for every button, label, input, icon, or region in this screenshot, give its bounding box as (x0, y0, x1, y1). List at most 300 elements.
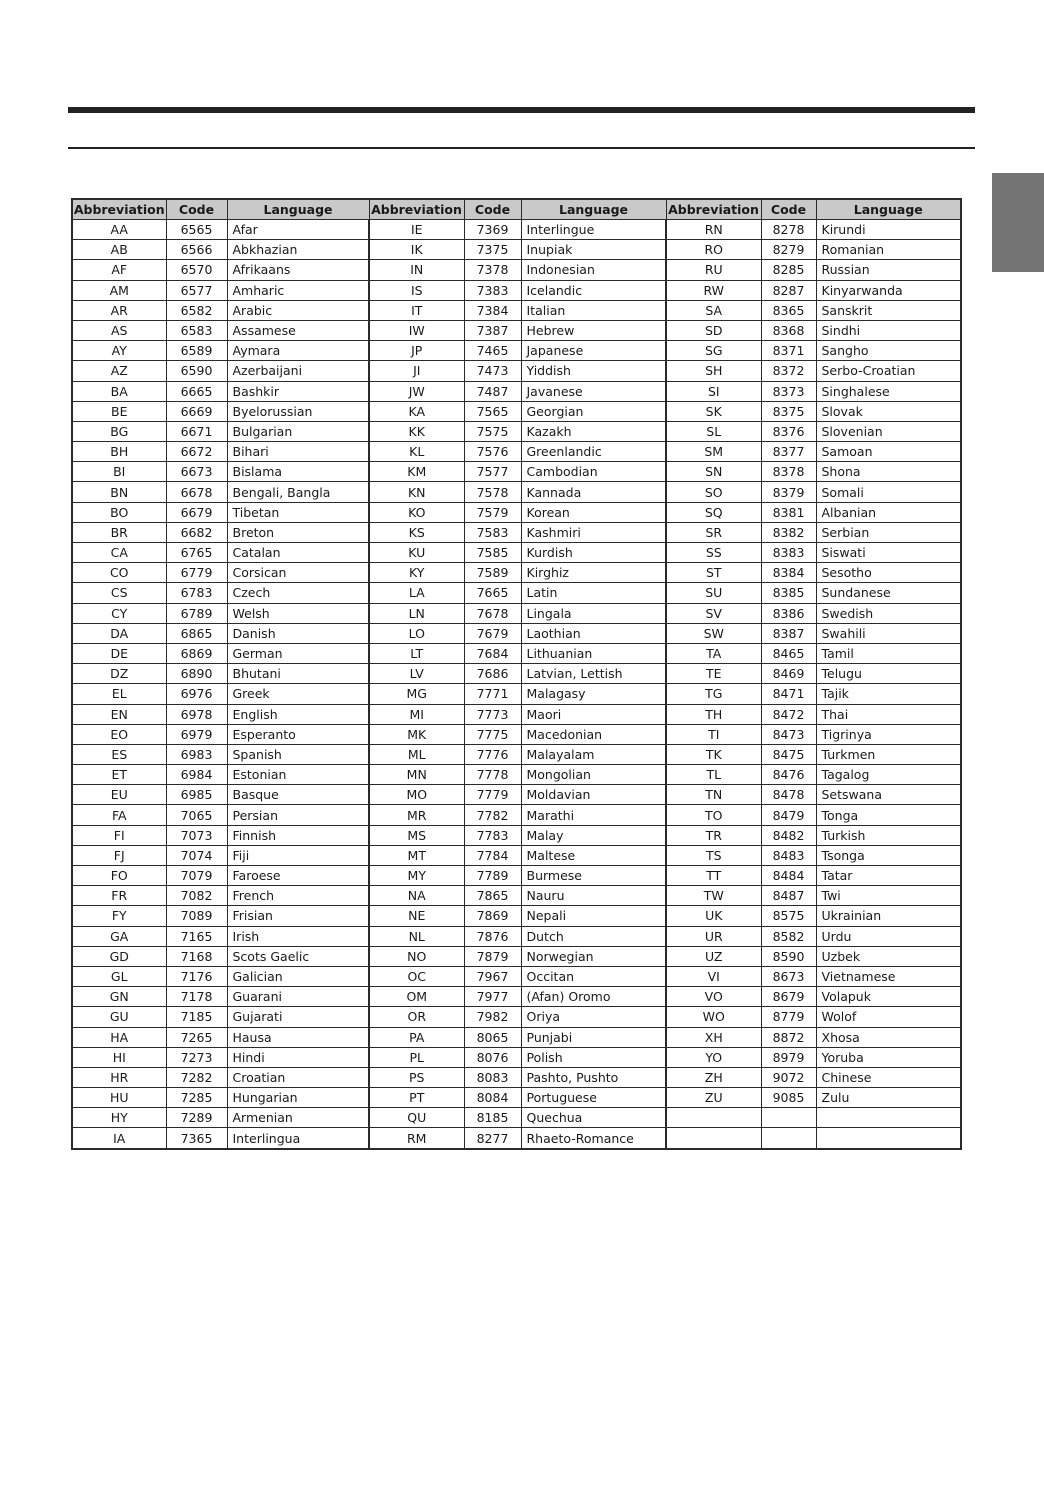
language-cell: Tigrinya (816, 724, 961, 744)
language-cell: Breton (227, 522, 369, 542)
abbreviation-cell: TR (666, 825, 761, 845)
code-cell: 7665 (464, 583, 521, 603)
code-cell: 7589 (464, 563, 521, 583)
abbreviation-cell: TI (666, 724, 761, 744)
abbreviation-cell: SG (666, 341, 761, 361)
language-cell: Singhalese (816, 381, 961, 401)
code-cell: 9085 (761, 1088, 816, 1108)
code-cell: 6865 (166, 623, 227, 643)
abbreviation-cell: TO (666, 805, 761, 825)
code-cell: 8381 (761, 502, 816, 522)
code-cell: 8277 (464, 1128, 521, 1149)
code-cell: 8083 (464, 1067, 521, 1087)
code-cell (761, 1128, 816, 1149)
language-cell: Bashkir (227, 381, 369, 401)
abbreviation-cell: CO (72, 563, 166, 583)
language-cell: Lithuanian (521, 643, 666, 663)
code-cell: 7185 (166, 1007, 227, 1027)
code-cell: 8372 (761, 361, 816, 381)
language-cell: Yoruba (816, 1047, 961, 1067)
language-cell: Tagalog (816, 765, 961, 785)
abbreviation-cell: LT (369, 643, 464, 663)
abbreviation-cell: BE (72, 401, 166, 421)
language-cell: Tatar (816, 866, 961, 886)
code-cell: 7384 (464, 300, 521, 320)
table-header-row (72, 199, 961, 220)
abbreviation-cell: FO (72, 866, 166, 886)
table-row (72, 603, 961, 623)
abbreviation-cell: LN (369, 603, 464, 623)
abbreviation-cell: BI (72, 462, 166, 482)
abbreviation-cell: GD (72, 946, 166, 966)
table-row (72, 320, 961, 340)
language-cell: Tajik (816, 684, 961, 704)
abbreviation-cell: FI (72, 825, 166, 845)
code-cell: 8479 (761, 805, 816, 825)
language-cell: Lingala (521, 603, 666, 623)
abbreviation-cell: ML (369, 744, 464, 764)
code-cell: 7776 (464, 744, 521, 764)
abbreviation-cell: KS (369, 522, 464, 542)
language-code-table (71, 198, 962, 1150)
code-cell: 6577 (166, 280, 227, 300)
code-cell: 7977 (464, 987, 521, 1007)
language-cell: Burmese (521, 866, 666, 886)
abbreviation-cell: HY (72, 1108, 166, 1128)
abbreviation-cell: SS (666, 543, 761, 563)
language-cell: Javanese (521, 381, 666, 401)
language-cell: Latvian, Lettish (521, 664, 666, 684)
language-cell: French (227, 886, 369, 906)
language-cell: Irish (227, 926, 369, 946)
table-row (72, 664, 961, 684)
abbreviation-cell: CS (72, 583, 166, 603)
abbreviation-cell: DE (72, 643, 166, 663)
table-row (72, 1027, 961, 1047)
abbreviation-cell: HA (72, 1027, 166, 1047)
code-cell: 6582 (166, 300, 227, 320)
abbreviation-cell: LA (369, 583, 464, 603)
language-cell: Macedonian (521, 724, 666, 744)
code-cell: 7576 (464, 442, 521, 462)
code-cell: 8575 (761, 906, 816, 926)
abbreviation-cell: AF (72, 260, 166, 280)
abbreviation-cell: RU (666, 260, 761, 280)
language-cell: Turkish (816, 825, 961, 845)
code-cell: 8065 (464, 1027, 521, 1047)
table-row (72, 1047, 961, 1067)
language-cell: Faroese (227, 866, 369, 886)
code-cell: 8386 (761, 603, 816, 623)
language-cell: Guarani (227, 987, 369, 1007)
code-cell: 8084 (464, 1088, 521, 1108)
table-row (72, 886, 961, 906)
language-cell: Indonesian (521, 260, 666, 280)
code-cell: 8382 (761, 522, 816, 542)
abbreviation-cell: TH (666, 704, 761, 724)
header-thick-rule (68, 107, 975, 113)
code-cell: 8465 (761, 643, 816, 663)
language-cell: Greenlandic (521, 442, 666, 462)
language-cell: Uzbek (816, 946, 961, 966)
language-cell: Kannada (521, 482, 666, 502)
language-cell: Esperanto (227, 724, 369, 744)
language-cell: Portuguese (521, 1088, 666, 1108)
code-cell: 7579 (464, 502, 521, 522)
code-cell: 7168 (166, 946, 227, 966)
code-cell: 8475 (761, 744, 816, 764)
language-cell: Bislama (227, 462, 369, 482)
abbreviation-cell: KK (369, 421, 464, 441)
language-cell: Norwegian (521, 946, 666, 966)
language-cell: Bihari (227, 442, 369, 462)
language-cell: Scots Gaelic (227, 946, 369, 966)
code-cell: 7679 (464, 623, 521, 643)
language-cell: Inupiak (521, 240, 666, 260)
code-cell: 6789 (166, 603, 227, 623)
table-row (72, 926, 961, 946)
table-row (72, 220, 961, 240)
language-cell: Punjabi (521, 1027, 666, 1047)
code-cell: 7575 (464, 421, 521, 441)
language-cell: Croatian (227, 1067, 369, 1087)
table-row (72, 825, 961, 845)
abbreviation-cell: HU (72, 1088, 166, 1108)
abbreviation-cell: PL (369, 1047, 464, 1067)
language-cell: Afrikaans (227, 260, 369, 280)
language-cell: Bengali, Bangla (227, 482, 369, 502)
abbreviation-cell: KU (369, 543, 464, 563)
language-cell: Siswati (816, 543, 961, 563)
abbreviation-cell: PA (369, 1027, 464, 1047)
code-cell: 7082 (166, 886, 227, 906)
language-cell: Sundanese (816, 583, 961, 603)
table-row (72, 623, 961, 643)
abbreviation-cell: PT (369, 1088, 464, 1108)
abbreviation-cell: KM (369, 462, 464, 482)
code-cell: 8673 (761, 966, 816, 986)
language-cell: Tibetan (227, 502, 369, 522)
table-row (72, 1128, 961, 1149)
abbreviation-cell: MI (369, 704, 464, 724)
abbreviation-cell: AR (72, 300, 166, 320)
abbreviation-cell: BG (72, 421, 166, 441)
code-cell: 8375 (761, 401, 816, 421)
code-cell: 6566 (166, 240, 227, 260)
language-cell: Georgian (521, 401, 666, 421)
language-cell: Fiji (227, 845, 369, 865)
table-row (72, 765, 961, 785)
language-cell: Hungarian (227, 1088, 369, 1108)
abbreviation-cell: AZ (72, 361, 166, 381)
code-cell: 7178 (166, 987, 227, 1007)
abbreviation-cell: MN (369, 765, 464, 785)
code-cell: 8368 (761, 320, 816, 340)
abbreviation-cell: MG (369, 684, 464, 704)
code-cell: 8473 (761, 724, 816, 744)
code-cell: 6570 (166, 260, 227, 280)
language-cell: Turkmen (816, 744, 961, 764)
abbreviation-cell: GN (72, 987, 166, 1007)
abbreviation-cell: RW (666, 280, 761, 300)
table-row (72, 300, 961, 320)
language-cell: Azerbaijani (227, 361, 369, 381)
header-language: Language (521, 199, 666, 220)
table-row (72, 785, 961, 805)
header-thin-rule (68, 147, 975, 149)
code-cell: 7585 (464, 543, 521, 563)
abbreviation-cell: KA (369, 401, 464, 421)
abbreviation-cell: NE (369, 906, 464, 926)
language-cell: Malayalam (521, 744, 666, 764)
language-cell: Cambodian (521, 462, 666, 482)
language-cell: Yiddish (521, 361, 666, 381)
code-cell: 7779 (464, 785, 521, 805)
language-cell: Zulu (816, 1088, 961, 1108)
language-cell: Frisian (227, 906, 369, 926)
language-cell: Kashmiri (521, 522, 666, 542)
code-cell: 8872 (761, 1027, 816, 1047)
abbreviation-cell: JI (369, 361, 464, 381)
code-cell: 8278 (761, 220, 816, 240)
language-cell: Basque (227, 785, 369, 805)
abbreviation-cell: VI (666, 966, 761, 986)
language-cell: Icelandic (521, 280, 666, 300)
abbreviation-cell: IK (369, 240, 464, 260)
code-cell: 8590 (761, 946, 816, 966)
code-cell: 7273 (166, 1047, 227, 1067)
abbreviation-cell: FR (72, 886, 166, 906)
code-cell: 6869 (166, 643, 227, 663)
code-cell: 6979 (166, 724, 227, 744)
code-cell: 7783 (464, 825, 521, 845)
code-cell: 7565 (464, 401, 521, 421)
code-cell: 8478 (761, 785, 816, 805)
language-cell: Greek (227, 684, 369, 704)
code-cell: 7578 (464, 482, 521, 502)
abbreviation-cell: IN (369, 260, 464, 280)
header-abbreviation: Abbreviation (72, 199, 166, 220)
language-cell: Danish (227, 623, 369, 643)
code-cell: 8484 (761, 866, 816, 886)
abbreviation-cell: TE (666, 664, 761, 684)
abbreviation-cell: HR (72, 1067, 166, 1087)
language-cell: Corsican (227, 563, 369, 583)
language-cell: Hindi (227, 1047, 369, 1067)
abbreviation-cell: SQ (666, 502, 761, 522)
language-cell: Persian (227, 805, 369, 825)
abbreviation-cell: SU (666, 583, 761, 603)
code-cell: 7285 (166, 1088, 227, 1108)
abbreviation-cell: FA (72, 805, 166, 825)
abbreviation-cell: KN (369, 482, 464, 502)
language-cell: Sanskrit (816, 300, 961, 320)
language-cell: Tonga (816, 805, 961, 825)
abbreviation-cell: TT (666, 866, 761, 886)
abbreviation-cell: PS (369, 1067, 464, 1087)
language-cell: Swedish (816, 603, 961, 623)
code-cell: 7289 (166, 1108, 227, 1128)
code-cell: 8185 (464, 1108, 521, 1128)
language-cell: Assamese (227, 320, 369, 340)
language-cell: Armenian (227, 1108, 369, 1128)
abbreviation-cell: MY (369, 866, 464, 886)
code-cell: 7089 (166, 906, 227, 926)
table-row (72, 482, 961, 502)
code-cell (761, 1108, 816, 1128)
abbreviation-cell: SV (666, 603, 761, 623)
language-cell: Chinese (816, 1067, 961, 1087)
language-cell: Shona (816, 462, 961, 482)
abbreviation-cell: UZ (666, 946, 761, 966)
language-cell: Serbo-Croatian (816, 361, 961, 381)
language-cell: Volapuk (816, 987, 961, 1007)
language-cell: Malay (521, 825, 666, 845)
language-cell: Finnish (227, 825, 369, 845)
code-cell: 7065 (166, 805, 227, 825)
code-cell: 8679 (761, 987, 816, 1007)
code-cell: 8483 (761, 845, 816, 865)
code-cell: 7265 (166, 1027, 227, 1047)
language-cell: Oriya (521, 1007, 666, 1027)
abbreviation-cell: KO (369, 502, 464, 522)
abbreviation-cell: MT (369, 845, 464, 865)
language-cell: Moldavian (521, 785, 666, 805)
language-cell: Malagasy (521, 684, 666, 704)
abbreviation-cell: SR (666, 522, 761, 542)
code-cell: 8371 (761, 341, 816, 361)
code-cell: 7577 (464, 462, 521, 482)
header-language: Language (227, 199, 369, 220)
abbreviation-cell: HI (72, 1047, 166, 1067)
abbreviation-cell: QU (369, 1108, 464, 1128)
abbreviation-cell: TA (666, 643, 761, 663)
code-cell: 7982 (464, 1007, 521, 1027)
table-row (72, 1088, 961, 1108)
abbreviation-cell: BO (72, 502, 166, 522)
code-cell: 6779 (166, 563, 227, 583)
language-cell (816, 1108, 961, 1128)
abbreviation-cell: TK (666, 744, 761, 764)
language-cell: Amharic (227, 280, 369, 300)
code-cell: 7375 (464, 240, 521, 260)
language-cell: Czech (227, 583, 369, 603)
code-cell: 6765 (166, 543, 227, 563)
language-cell: Albanian (816, 502, 961, 522)
code-cell: 8285 (761, 260, 816, 280)
abbreviation-cell: TN (666, 785, 761, 805)
abbreviation-cell: MK (369, 724, 464, 744)
abbreviation-cell: SN (666, 462, 761, 482)
abbreviation-cell: AB (72, 240, 166, 260)
language-cell: Rhaeto-Romance (521, 1128, 666, 1149)
code-cell: 6682 (166, 522, 227, 542)
table-row (72, 906, 961, 926)
language-cell: Romanian (816, 240, 961, 260)
language-cell: Pashto, Pushto (521, 1067, 666, 1087)
table-row (72, 1108, 961, 1128)
table-row (72, 583, 961, 603)
language-cell: Hebrew (521, 320, 666, 340)
code-cell: 7879 (464, 946, 521, 966)
language-cell: Dutch (521, 926, 666, 946)
abbreviation-cell: OM (369, 987, 464, 1007)
abbreviation-cell: SH (666, 361, 761, 381)
abbreviation-cell: GU (72, 1007, 166, 1027)
code-cell: 7782 (464, 805, 521, 825)
language-cell: Aymara (227, 341, 369, 361)
abbreviation-cell: IE (369, 220, 464, 240)
code-cell: 6590 (166, 361, 227, 381)
code-cell: 9072 (761, 1067, 816, 1087)
language-cell: Latin (521, 583, 666, 603)
table-row (72, 987, 961, 1007)
abbreviation-cell: SI (666, 381, 761, 401)
language-cell: Polish (521, 1047, 666, 1067)
language-cell: Setswana (816, 785, 961, 805)
abbreviation-cell: AS (72, 320, 166, 340)
abbreviation-cell: MO (369, 785, 464, 805)
code-cell: 7073 (166, 825, 227, 845)
code-cell: 8469 (761, 664, 816, 684)
abbreviation-cell: EO (72, 724, 166, 744)
code-cell: 6976 (166, 684, 227, 704)
language-cell: Quechua (521, 1108, 666, 1128)
code-cell: 7684 (464, 643, 521, 663)
code-cell: 7865 (464, 886, 521, 906)
code-cell: 7473 (464, 361, 521, 381)
language-cell: Swahili (816, 623, 961, 643)
code-cell: 7369 (464, 220, 521, 240)
language-cell: Telugu (816, 664, 961, 684)
table-row (72, 543, 961, 563)
language-cell: Twi (816, 886, 961, 906)
language-cell: Somali (816, 482, 961, 502)
abbreviation-cell: ES (72, 744, 166, 764)
abbreviation-cell: BA (72, 381, 166, 401)
language-cell: Slovak (816, 401, 961, 421)
language-cell: German (227, 643, 369, 663)
abbreviation-cell: LV (369, 664, 464, 684)
abbreviation-cell: TG (666, 684, 761, 704)
language-cell: Maltese (521, 845, 666, 865)
language-cell: Spanish (227, 744, 369, 764)
language-cell: Vietnamese (816, 966, 961, 986)
abbreviation-cell: RM (369, 1128, 464, 1149)
table-row (72, 684, 961, 704)
language-cell: Japanese (521, 341, 666, 361)
abbreviation-cell: ZH (666, 1067, 761, 1087)
table-row (72, 724, 961, 744)
language-cell: Tamil (816, 643, 961, 663)
code-cell: 8387 (761, 623, 816, 643)
language-cell: Kirghiz (521, 563, 666, 583)
code-cell: 8384 (761, 563, 816, 583)
header-abbreviation: Abbreviation (666, 199, 761, 220)
language-cell: Serbian (816, 522, 961, 542)
header-code: Code (761, 199, 816, 220)
language-cell: Sangho (816, 341, 961, 361)
language-cell: Kurdish (521, 543, 666, 563)
abbreviation-cell: BH (72, 442, 166, 462)
code-cell: 8379 (761, 482, 816, 502)
abbreviation-cell: WO (666, 1007, 761, 1027)
abbreviation-cell: LO (369, 623, 464, 643)
table-row (72, 502, 961, 522)
abbreviation-cell: CA (72, 543, 166, 563)
table-row (72, 260, 961, 280)
code-cell: 7365 (166, 1128, 227, 1149)
